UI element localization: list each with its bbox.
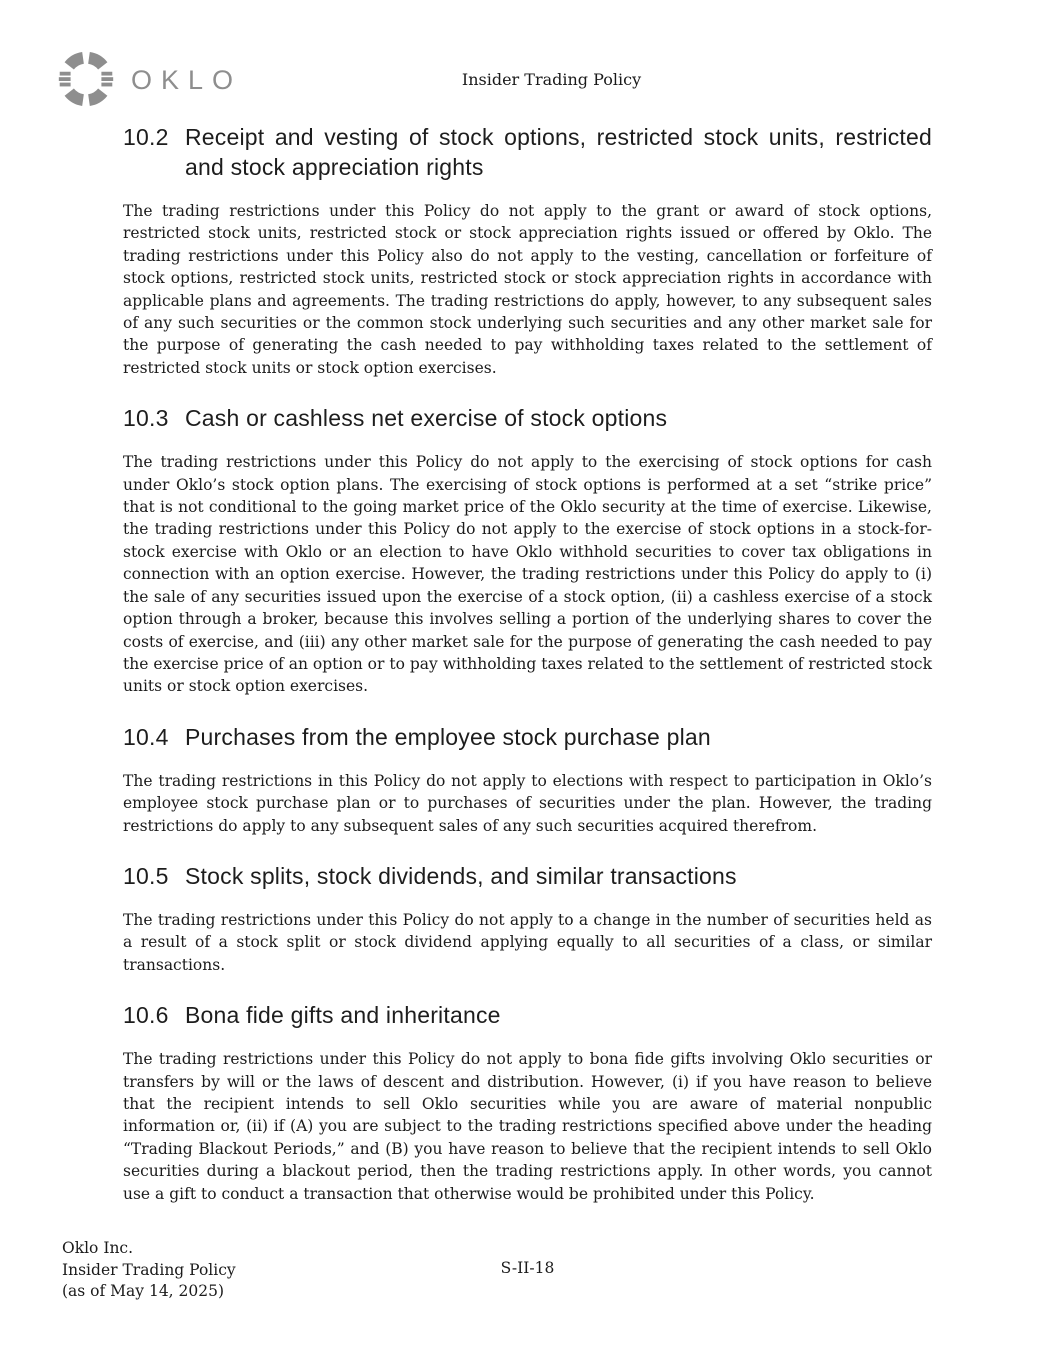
- footer-company: Oklo Inc.: [62, 1239, 134, 1257]
- footer-doc-title: Insider Trading Policy: [62, 1260, 236, 1279]
- section-heading: [123, 1000, 932, 1030]
- footer-page-number: S-II-18: [500, 1259, 555, 1277]
- section-10-6: [123, 1000, 932, 1205]
- footer-as-of-date: (as of May 14, 2025): [62, 1282, 225, 1300]
- oklo-logo-wordmark: OKLO: [131, 64, 243, 95]
- section-number: 10.5: [123, 862, 169, 889]
- section-body: The trading restrictions under this Policy do not apply to a change in the number of securities held as a result of a stock split or stock dividend applying equally to all securities of a class, or similar transactions.: [123, 910, 932, 974]
- section-title: Bona fide gifts and inheritance: [185, 1002, 501, 1029]
- document-body: [123, 0, 932, 1229]
- section-10-4: [123, 722, 932, 837]
- section-10-5: [123, 861, 932, 976]
- section-body: The trading restrictions under this Policy do not apply to the grant or award of stock options, restricted stock units, restricted stock or stock appreciation rights issued or offered by Oklo. The trading restrictions under this Policy also do not apply to the vesting, cancellation or forfeiture of stock options, restricted stock units, restricted stock or stock appreciation rights in accordance with applicable plans and agreements. The trading restrictions do apply, however, to any subsequent sales of any such securities or the common stock underlying such securities and any other market sale for the purpose of generating the cash needed to pay withholding taxes related to the settlement of restricted stock units or stock option exercises.: [123, 202, 932, 377]
- section-10-2: [123, 122, 932, 379]
- section-title: Cash or cashless net exercise of stock options: [185, 405, 668, 432]
- section-title: Stock splits, stock dividends, and similar transactions: [185, 862, 737, 889]
- section-heading: [123, 122, 932, 182]
- section-body: The trading restrictions under this Policy do not apply to the exercising of stock options for cash under Oklo’s stock option plans. The exercising of stock options is performed at a set “strike price” that is not conditional to the going market price of the Oklo security at the time of exercise. Likewise, the trading restrictions under this Policy do not apply to the exercise of stock options in a stock-for-stock exercise with Oklo or an election to have Oklo withhold securities to cover tax obligations in connection with an option exercise. However, the trading restrictions under this Policy do apply to (i) the sale of any securities issued upon the exercise of a stock option, (ii) a cashless exercise of a stock option through a broker, because this involves selling a portion of the underlying shares to cover the costs of exercise, and (iii) any other market sale for the purpose of generating the cash needed to pay the exercise price of an option or to pay withholding taxes related to the settlement of restricted stock units or stock option exercises.: [123, 453, 932, 696]
- document-header-title: Insider Trading Policy: [461, 70, 642, 89]
- section-body: The trading restrictions in this Policy do not apply to elections with respect to participation in Oklo’s employee stock purchase plan or to purchases of securities under the plan. However, the trading restrictions do apply to any subsequent sales of any such securities acquired therefrom.: [123, 771, 932, 835]
- section-number: 10.4: [123, 723, 169, 750]
- section-title: Receipt and vesting of stock options, restricted stock units, restricted and stock appreciation rights: [185, 124, 932, 180]
- section-number: 10.2: [123, 124, 169, 150]
- section-number: 10.3: [123, 405, 169, 432]
- section-10-3: [123, 403, 932, 697]
- section-heading: [123, 403, 932, 433]
- section-body: The trading restrictions under this Policy do not apply to bona fide gifts involving Oklo securities or transfers by will or the laws of descent and distribution. However, (i) if you have reason to believe that the recipient intends to sell Oklo securities while you are aware of material nonpublic information or, (ii) if (A) you are subject to the trading restrictions specified above under the heading “Trading Blackout Periods,” and (B) you have reason to believe that the recipient intends to sell Oklo securities during a blackout period, then the trading restrictions apply. In other words, you cannot use a gift to conduct a transaction that otherwise would be prohibited under this Policy.: [123, 1050, 932, 1203]
- section-heading: [123, 861, 932, 891]
- section-title: Purchases from the employee stock purchase plan: [185, 723, 711, 750]
- section-number: 10.6: [123, 1002, 169, 1029]
- section-heading: [123, 722, 932, 752]
